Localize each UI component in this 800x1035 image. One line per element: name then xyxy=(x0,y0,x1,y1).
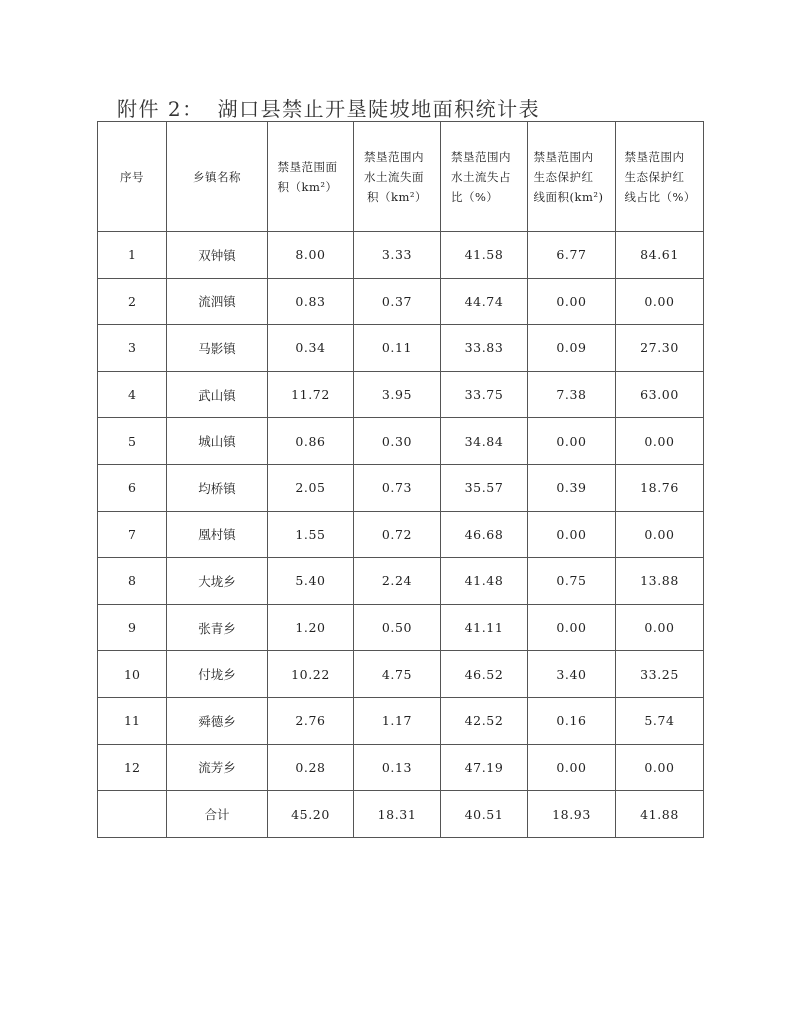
row-area: 10.22 xyxy=(268,651,354,698)
document-title xyxy=(117,93,540,122)
row-index: 2 xyxy=(98,278,167,325)
header-town: 乡镇名称 xyxy=(167,122,268,232)
table-row xyxy=(98,325,704,372)
row-town-name: 付垅乡 xyxy=(167,651,268,698)
row-red-area: 0.00 xyxy=(528,418,616,465)
row-soil-area: 0.11 xyxy=(354,325,441,372)
table-row xyxy=(98,371,704,418)
row-soil-area: 0.13 xyxy=(354,744,441,791)
row-area: 0.34 xyxy=(268,325,354,372)
header-index: 序号 xyxy=(98,122,167,232)
table-row xyxy=(98,278,704,325)
row-red-area: 7.38 xyxy=(528,371,616,418)
total-label: 合计 xyxy=(167,791,268,838)
row-town-name: 大垅乡 xyxy=(167,558,268,605)
table-row xyxy=(98,651,704,698)
total-red-pct: 41.88 xyxy=(616,791,704,838)
header-red-area: 禁垦范围内 生态保护红 线面积(km²) xyxy=(528,122,616,232)
row-red-pct: 84.61 xyxy=(616,232,704,279)
table-row xyxy=(98,511,704,558)
header-red-pct: 禁垦范围内 生态保护红 线占比（%） xyxy=(616,122,704,232)
row-area: 5.40 xyxy=(268,558,354,605)
row-index: 12 xyxy=(98,744,167,791)
row-soil-area: 3.95 xyxy=(354,371,441,418)
row-red-pct: 0.00 xyxy=(616,744,704,791)
row-soil-area: 3.33 xyxy=(354,232,441,279)
row-red-pct: 33.25 xyxy=(616,651,704,698)
row-red-area: 0.75 xyxy=(528,558,616,605)
row-soil-area: 0.73 xyxy=(354,464,441,511)
row-soil-pct: 33.83 xyxy=(441,325,528,372)
row-index: 10 xyxy=(98,651,167,698)
row-index: 9 xyxy=(98,604,167,651)
row-soil-pct: 41.48 xyxy=(441,558,528,605)
row-town-name: 马影镇 xyxy=(167,325,268,372)
total-area: 45.20 xyxy=(268,791,354,838)
row-index: 3 xyxy=(98,325,167,372)
row-red-pct: 0.00 xyxy=(616,604,704,651)
row-area: 1.20 xyxy=(268,604,354,651)
total-index-cell xyxy=(98,791,167,838)
row-soil-pct: 41.11 xyxy=(441,604,528,651)
row-red-area: 0.16 xyxy=(528,697,616,744)
total-soil-area: 18.31 xyxy=(354,791,441,838)
row-red-pct: 13.88 xyxy=(616,558,704,605)
row-town-name: 均桥镇 xyxy=(167,464,268,511)
total-soil-pct: 40.51 xyxy=(441,791,528,838)
row-red-pct: 0.00 xyxy=(616,511,704,558)
table-row xyxy=(98,697,704,744)
row-area: 1.55 xyxy=(268,511,354,558)
row-soil-pct: 46.68 xyxy=(441,511,528,558)
row-red-area: 6.77 xyxy=(528,232,616,279)
row-soil-pct: 33.75 xyxy=(441,371,528,418)
row-town-name: 武山镇 xyxy=(167,371,268,418)
row-soil-pct: 35.57 xyxy=(441,464,528,511)
table-row xyxy=(98,744,704,791)
row-soil-pct: 47.19 xyxy=(441,744,528,791)
row-area: 11.72 xyxy=(268,371,354,418)
row-red-area: 0.00 xyxy=(528,278,616,325)
statistics-table xyxy=(97,121,704,838)
table-row xyxy=(98,558,704,605)
row-town-name: 张青乡 xyxy=(167,604,268,651)
row-red-pct: 0.00 xyxy=(616,418,704,465)
row-soil-pct: 42.52 xyxy=(441,697,528,744)
total-row xyxy=(98,791,704,838)
row-index: 5 xyxy=(98,418,167,465)
row-town-name: 凰村镇 xyxy=(167,511,268,558)
row-red-pct: 18.76 xyxy=(616,464,704,511)
row-area: 2.76 xyxy=(268,697,354,744)
row-soil-area: 0.30 xyxy=(354,418,441,465)
title-main: 湖口县禁止开垦陡坡地面积统计表 xyxy=(217,97,541,121)
row-red-pct: 63.00 xyxy=(616,371,704,418)
row-town-name: 流芳乡 xyxy=(167,744,268,791)
row-area: 8.00 xyxy=(268,232,354,279)
row-town-name: 双钟镇 xyxy=(167,232,268,279)
row-index: 1 xyxy=(98,232,167,279)
row-area: 2.05 xyxy=(268,464,354,511)
row-red-pct: 0.00 xyxy=(616,278,704,325)
row-soil-area: 0.37 xyxy=(354,278,441,325)
total-red-area: 18.93 xyxy=(528,791,616,838)
row-area: 0.83 xyxy=(268,278,354,325)
row-index: 7 xyxy=(98,511,167,558)
table-body xyxy=(98,232,704,791)
header-soil-area: 禁垦范围内 水土流失面 积（km²） xyxy=(354,122,441,232)
row-index: 6 xyxy=(98,464,167,511)
row-red-pct: 5.74 xyxy=(616,697,704,744)
header-soil-pct: 禁垦范围内 水土流失占 比（%） xyxy=(441,122,528,232)
row-soil-pct: 44.74 xyxy=(441,278,528,325)
row-soil-pct: 41.58 xyxy=(441,232,528,279)
row-area: 0.28 xyxy=(268,744,354,791)
table-row xyxy=(98,604,704,651)
row-red-area: 0.00 xyxy=(528,511,616,558)
row-red-area: 0.00 xyxy=(528,604,616,651)
header-area: 禁垦范围面 积（km²） xyxy=(268,122,354,232)
table-row xyxy=(98,418,704,465)
row-red-area: 3.40 xyxy=(528,651,616,698)
row-soil-area: 2.24 xyxy=(354,558,441,605)
header-row xyxy=(98,122,704,232)
row-index: 8 xyxy=(98,558,167,605)
table-row xyxy=(98,232,704,279)
row-soil-pct: 46.52 xyxy=(441,651,528,698)
row-red-area: 0.09 xyxy=(528,325,616,372)
row-red-pct: 27.30 xyxy=(616,325,704,372)
row-index: 4 xyxy=(98,371,167,418)
row-index: 11 xyxy=(98,697,167,744)
row-soil-area: 4.75 xyxy=(354,651,441,698)
row-soil-area: 0.50 xyxy=(354,604,441,651)
row-town-name: 流泗镇 xyxy=(167,278,268,325)
row-soil-area: 1.17 xyxy=(354,697,441,744)
row-town-name: 城山镇 xyxy=(167,418,268,465)
row-soil-area: 0.72 xyxy=(354,511,441,558)
row-red-area: 0.39 xyxy=(528,464,616,511)
title-prefix: 附件 2： xyxy=(117,97,204,121)
row-town-name: 舜德乡 xyxy=(167,697,268,744)
row-area: 0.86 xyxy=(268,418,354,465)
row-red-area: 0.00 xyxy=(528,744,616,791)
row-soil-pct: 34.84 xyxy=(441,418,528,465)
table-row xyxy=(98,464,704,511)
